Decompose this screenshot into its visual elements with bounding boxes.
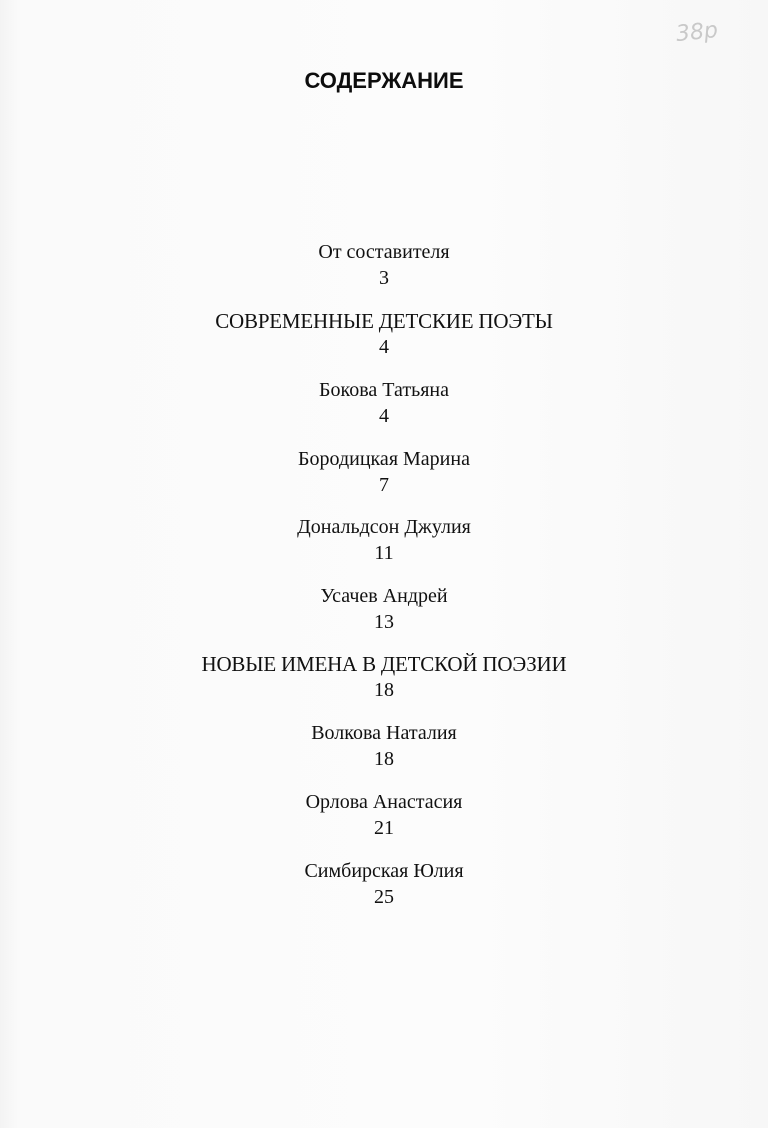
- toc-title: СОДЕРЖАНИЕ: [304, 68, 464, 93]
- toc-section-name: НОВЫЕ ИМЕНА В ДЕТСКОЙ ПОЭЗИИ: [201, 652, 567, 676]
- toc-entry: [0, 721, 768, 771]
- toc-entry-page: 25: [374, 886, 394, 908]
- toc-entry: [0, 584, 768, 634]
- toc-entry: [0, 447, 768, 497]
- toc-entry-page: 4: [379, 405, 389, 427]
- toc-entry: [0, 378, 768, 428]
- toc-entry-name: Усачев Андрей: [320, 585, 448, 607]
- toc-entry-page: 3: [379, 267, 389, 289]
- toc-section-page: 18: [374, 679, 394, 701]
- toc-section: [0, 652, 768, 702]
- toc-entry-name: Бородицкая Марина: [298, 448, 470, 470]
- toc-section: [0, 309, 768, 359]
- toc-entry-name: Бокова Татьяна: [319, 379, 449, 401]
- toc-entry-name: Волкова Наталия: [311, 722, 457, 744]
- toc-section-name: СОВРЕМЕННЫЕ ДЕТСКИЕ ПОЭТЫ: [215, 309, 553, 333]
- toc-entry: [0, 790, 768, 840]
- toc-entry-page: 18: [374, 748, 394, 770]
- toc-entry: [0, 515, 768, 565]
- toc-entry-page: 21: [374, 817, 394, 839]
- toc-entry-name: От составителя: [318, 241, 450, 263]
- toc-entry: [0, 240, 768, 290]
- handwritten-page-mark: 38р: [674, 17, 720, 48]
- toc-entry-name: Симбирская Юлия: [304, 860, 464, 882]
- toc-entry-page: 13: [374, 611, 394, 633]
- toc-entry-page: 7: [379, 474, 389, 496]
- toc-entry-name: Дональдсон Джулия: [297, 516, 471, 538]
- toc-entry-page: 11: [374, 542, 394, 564]
- toc-entry: [0, 859, 768, 909]
- toc-entry-name: Орлова Анастасия: [305, 791, 463, 813]
- toc-section-page: 4: [379, 336, 389, 358]
